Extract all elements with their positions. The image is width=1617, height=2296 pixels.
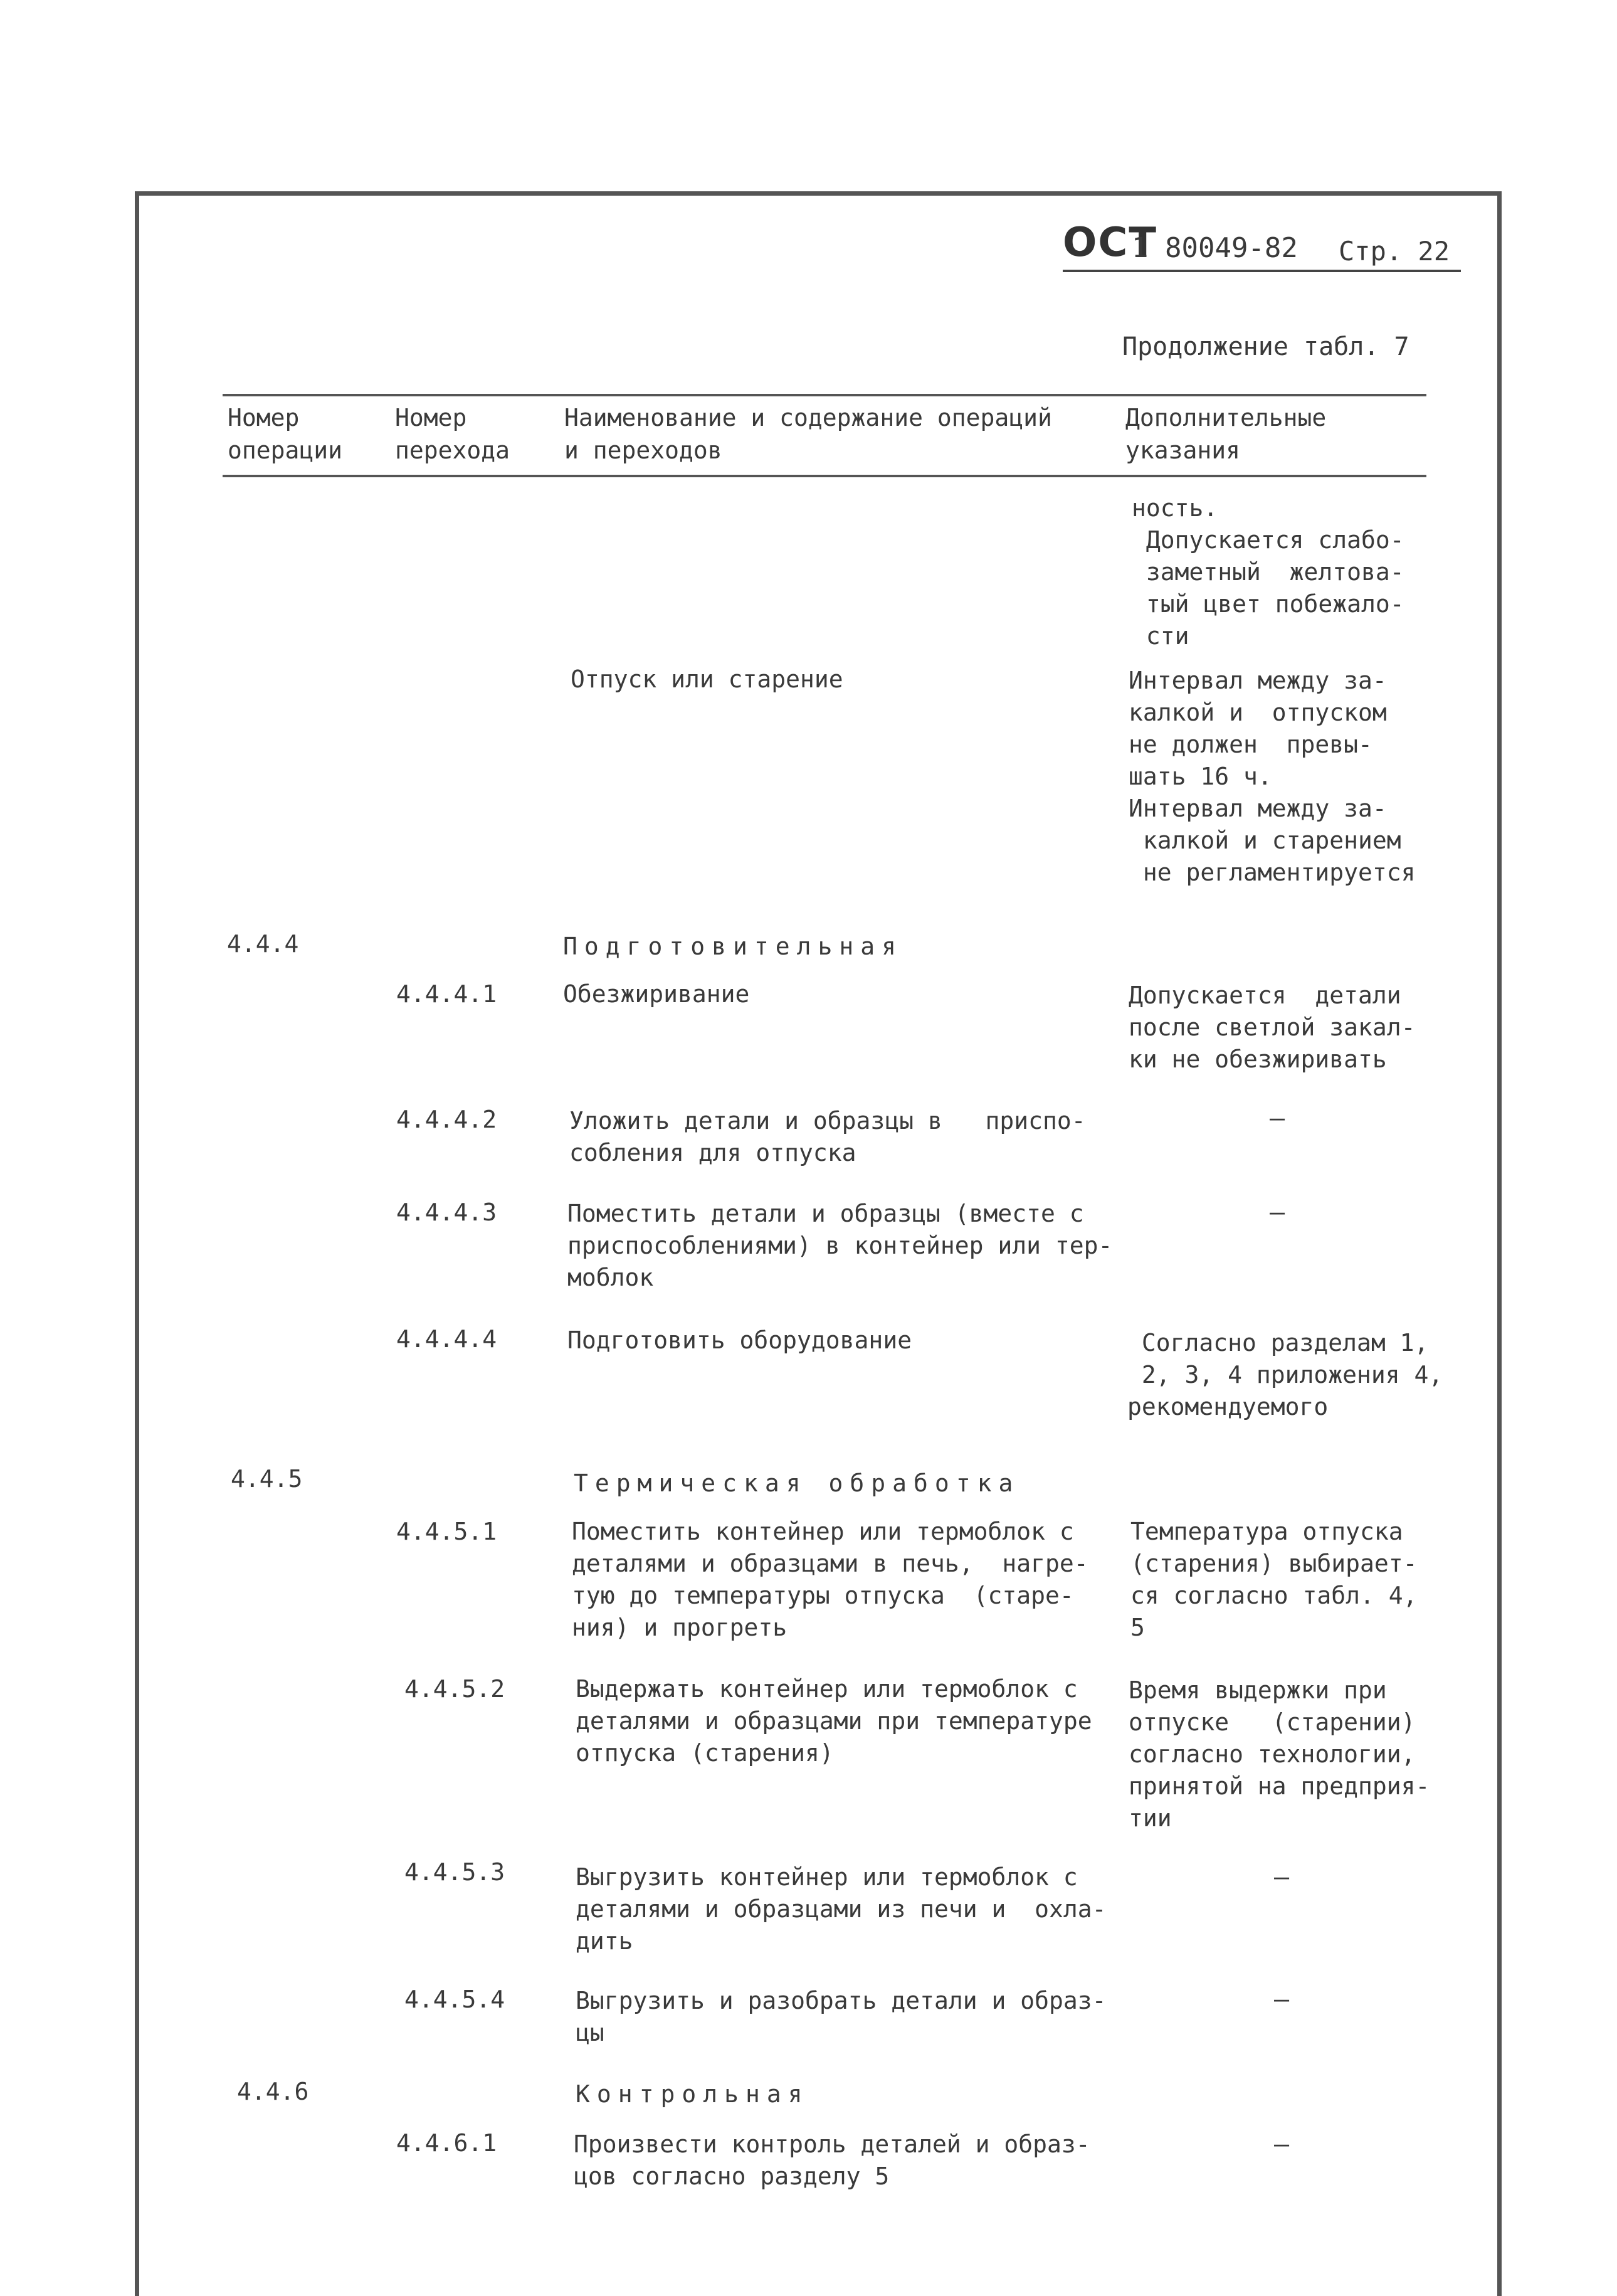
step-text: Произвести контроль деталей и образ- цов согласно разделу 5 [574,2130,1090,2190]
step-note: Допускается детали после светлой закал- ки не обезжиривать [1129,981,1416,1073]
frame-top-border [135,191,1502,196]
step-text: Выгрузить и разобрать детали и образ- цы [576,1987,1107,2046]
section-number: 4.4.4 [227,930,299,958]
column-header-op-number: Номер операции [228,404,343,464]
document-header [1063,220,1461,270]
step-number: 4.4.4.4 [396,1325,497,1353]
section-title: Подготовительная [563,933,903,960]
section-title: Контрольная [576,2080,809,2108]
carryover-note: ность. Допускается слабо- заметный желтова- тый цвет побежало- сти [1132,494,1404,650]
section-number: 4.4.5 [231,1465,303,1493]
section-number: 4.4.6 [237,2078,309,2105]
column-header-name: Наименование и содержание операций и переходов [564,404,1052,464]
step-text: Выгрузить контейнер или термоблок с деталями и образцами из печи и охла- дить [576,1863,1107,1955]
step-number: 4.4.6.1 [396,2129,497,2157]
tempering-operation-note: Интервал между за- калкой и отпуском не должен превы- шать 16 ч. Интервал между за- калкой и старением не регламентируется [1129,667,1416,886]
step-number: 4.4.4.1 [396,980,497,1008]
step-text: Уложить детали и образцы в приспо- собления для отпуска [569,1107,1086,1167]
standard-number: 1 80049-82 [1132,232,1298,264]
step-text: Выдержать контейнер или термоблок с деталями и образцами при температуре отпуска (старения) [576,1675,1092,1767]
step-text: Поместить детали и образцы (вместе с приспособлениями) в контейнер или тер- моблок [567,1200,1113,1291]
column-header-notes: Дополнительные указания [1125,404,1327,464]
table-continuation-label: Продолжение табл. 7 [1122,332,1409,361]
step-number: 4.4.5.1 [396,1518,497,1545]
step-number: 4.4.5.4 [404,1986,505,2013]
header-underline [1063,270,1461,272]
step-note: Согласно разделам 1, 2, 3, 4 приложения 4, рекомендуемого [1127,1329,1443,1420]
section-title: Термическая обработка [574,1469,1020,1497]
step-note: Температура отпуска (старения) выбирает- ся согласно табл. 4, 5 [1130,1518,1418,1641]
page-number: Стр. 22 [1339,236,1450,267]
frame-right-border [1497,191,1502,2296]
step-note-dash: – [1270,1104,1285,1133]
step-note-dash: – [1274,1863,1290,1891]
step-note: Время выдержки при отпуске (старении) согласно технологии, принятой на предприя- тии [1129,1676,1430,1832]
step-text: Подготовить оборудование [567,1326,912,1354]
step-text: Обезжиривание [563,980,750,1008]
step-note-dash: – [1270,1198,1285,1227]
step-text: Поместить контейнер или термоблок с деталями и образцами в печь, нагре- тую до температуры отпуска (старе- ния) и прогреть [572,1518,1088,1641]
column-header-step-number: Номер перехода [395,404,510,464]
step-note-dash: – [1274,2130,1290,2159]
frame-left-border [135,191,139,2296]
step-number: 4.4.5.3 [404,1858,505,1886]
step-number: 4.4.4.2 [396,1106,497,1133]
ost-label: ОСТ [1063,220,1158,266]
table-header-top-rule [223,394,1426,396]
table-header-bottom-rule [223,475,1426,477]
step-note-dash: – [1274,1985,1290,2014]
step-number: 4.4.5.2 [404,1675,505,1703]
tempering-operation-name: Отпуск или старение [571,665,843,693]
step-number: 4.4.4.3 [396,1198,497,1226]
